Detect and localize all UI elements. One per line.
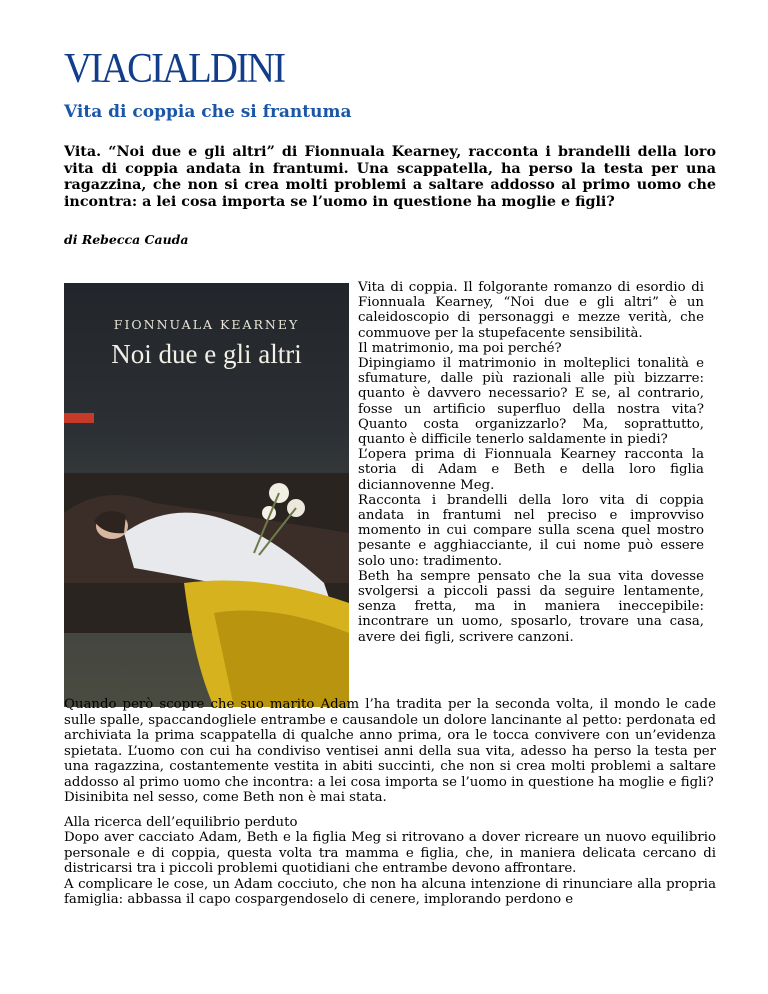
cover-author: FIONNUALA KEARNEY bbox=[113, 317, 300, 332]
column-paragraph: Racconta i brandelli della loro vita di coppia andata in frantumi nel preciso e improvviso momento in cui compare sulla scena quel mostro pesante e agghiacciante, il cui nome può essere solo uno: tradimento. bbox=[358, 492, 704, 569]
site-logo[interactable]: VIACIALDINI bbox=[64, 46, 285, 92]
column-paragraph: Il matrimonio, ma poi perché? bbox=[358, 340, 562, 356]
article-byline: di Rebecca Cauda bbox=[64, 232, 189, 247]
body-paragraph: A complicare le cose, un Adam cocciuto, che non ha alcuna intenzione di rinunciare alla propria famiglia: abbassa il capo cospargendoselo di cenere, implorando perdono e bbox=[64, 876, 716, 907]
column-paragraph: Beth ha sempre pensato che la sua vita dovesse svolgersi a piccoli passi da seguire lentamente, senza fretta, ma in maniera ineccepibile: incontrare un uomo, sposarlo, trovare una casa, avere dei figli, scrivere canzoni. bbox=[358, 568, 704, 645]
body-paragraph: Dopo aver cacciato Adam, Beth e la figlia Meg si ritrovano a dover ricreare un nuovo equilibrio personale e di coppia, questa volta tra mamma e figlia, che, in maniera delicata cercano di districarsi tra i piccoli problemi quotidiani che entrambe devono affrontare. bbox=[64, 830, 716, 876]
article-lead: Vita. “Noi due e gli altri” di Fionnuala Kearney, racconta i brandelli della loro vita di coppia andata in frantumi. Una scappatella, ha perso la testa per una ragazzina, che non si crea molti problemi a saltare addosso al primo uomo che incontra: a lei cosa importa se l’uomo in questione ha moglie e figli? bbox=[64, 144, 716, 210]
cover-title: Noi due e gli altri bbox=[111, 339, 302, 369]
body-paragraph: Disinibita nel sesso, come Beth non è mai stata. bbox=[64, 790, 387, 805]
column-text bbox=[358, 280, 704, 645]
column-paragraph: Vita di coppia. Il folgorante romanzo di esordio di Fionnuala Kearney, “Noi due e gli altri” è un caleidoscopio di personaggi e mezze verità, che commuove per la stupefacente sensibilità. bbox=[358, 280, 704, 341]
column-paragraph: Dipingiamo il matrimonio in molteplici tonalità e sfumature, dalle più razionali alle più bizzarre: quanto è davvero necessario? E se, al contrario, fosse un artificio superfluo della nostra vita? Quanto costa organizzarlo? Ma, soprattutto, quanto è difficile tenerlo saldamente in piedi? bbox=[358, 356, 704, 448]
article-title: Vita di coppia che si frantuma bbox=[64, 102, 352, 122]
book-cover-image bbox=[64, 283, 349, 707]
section-subheading: Alla ricerca dell’equilibrio perduto bbox=[64, 814, 298, 830]
body-text bbox=[64, 697, 716, 908]
body-paragraph: Quando però scopre che suo marito Adam l’ha tradita per la seconda volta, il mondo le cade sulle spalle, spaccandogliele entrambe e causandole un dolore lancinante al petto: perdonata ed archiviata la prima scappatella di qualche anno prima, ora le tocca convivere con un’evidenza spietata. L’uomo con cui ha condiviso ventisei anni della sua vita, adesso ha perso la testa per una ragazzina, costantemente vestita in abiti succinti, che non si crea molti problemi a saltare addosso al primo uomo che incontra: a lei cosa importa se l’uomo in questione ha moglie e figli? bbox=[64, 697, 716, 790]
column-paragraph: L’opera prima di Fionnuala Kearney racconta la storia di Adam e Beth e della loro figlia diciannovenne Meg. bbox=[358, 447, 704, 493]
